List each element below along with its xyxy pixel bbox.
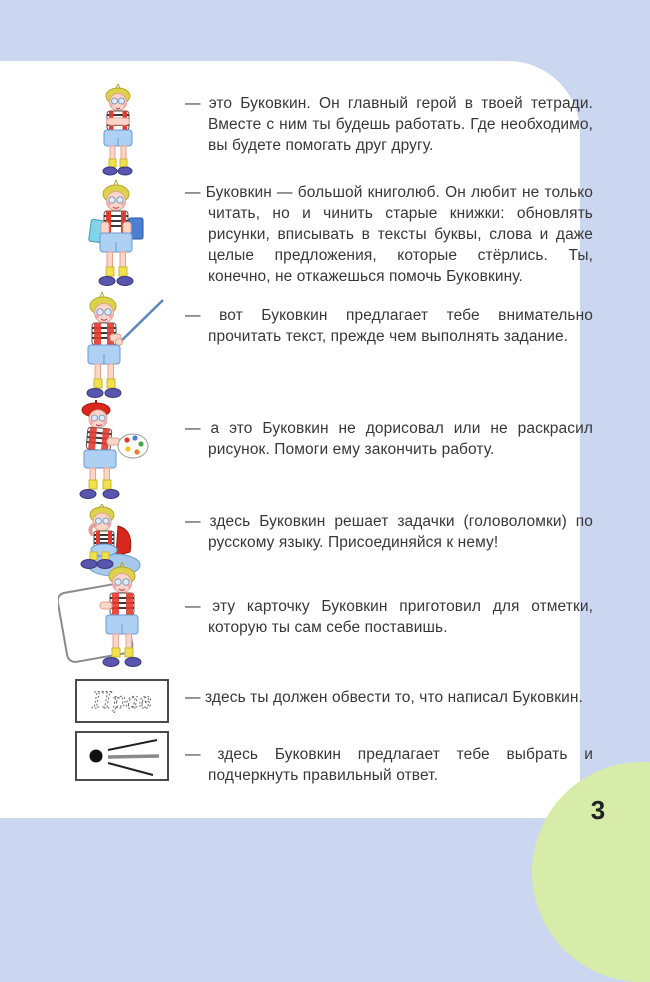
- ray-bottom-icon: [108, 763, 153, 775]
- intro-paragraph-1: — это Буковкин. Он главный герой в твоей тетради. Вместе с ним ты будешь работать. Где необходимо, вы будете помогать друг другу.: [185, 95, 593, 154]
- bukovkin-with-card-illustration: [58, 562, 170, 672]
- ray-middle-underlined-icon: [108, 756, 159, 757]
- intro-paragraph-5: — здесь Буковкин решает задачки (головоломки) по русскому языку. Присоединяйся к нему!: [185, 513, 593, 551]
- bukovkin-with-pointer-illustration: [76, 292, 166, 400]
- underline-box-illustration: [75, 731, 169, 781]
- bukovkin-with-books-illustration: [82, 180, 150, 292]
- page-number: 3: [590, 795, 606, 825]
- trace-box-illustration: [75, 679, 169, 723]
- ray-top-icon: [108, 740, 157, 750]
- intro-paragraph-4: — а это Буковкин не дорисовал или не раскрасил рисунок. Помоги ему закончить работу.: [185, 420, 593, 458]
- intro-paragraph-3: — вот Буковкин предлагает тебе внимательно прочитать текст, прежде чем выполнять задание.: [185, 307, 593, 345]
- intro-paragraph-6: — эту карточку Буковкин приготовил для отметки, которую ты сам себе поставишь.: [185, 598, 593, 636]
- trace-word: Прав: [92, 689, 152, 714]
- bukovkin-arms-crossed-illustration: [90, 84, 146, 178]
- intro-paragraph-7: — здесь ты должен обвести то, что написал Буковкин.: [185, 689, 583, 706]
- bukovkin-with-palette-illustration: [70, 400, 158, 502]
- intro-paragraph-8: — здесь Буковкин предлагает тебе выбрать и подчеркнуть правильный ответ.: [185, 746, 593, 784]
- dot-icon: [90, 750, 103, 763]
- intro-paragraph-2: — Буковкин — большой книголюб. Он любит не только читать, но и чинить старые книжки: обновлять рисунки, вписывать в тексты буквы, слова и даже целые предложения, которые стёрлись. Ты, конечно, не откажешься помочь Буковкину.: [185, 184, 593, 285]
